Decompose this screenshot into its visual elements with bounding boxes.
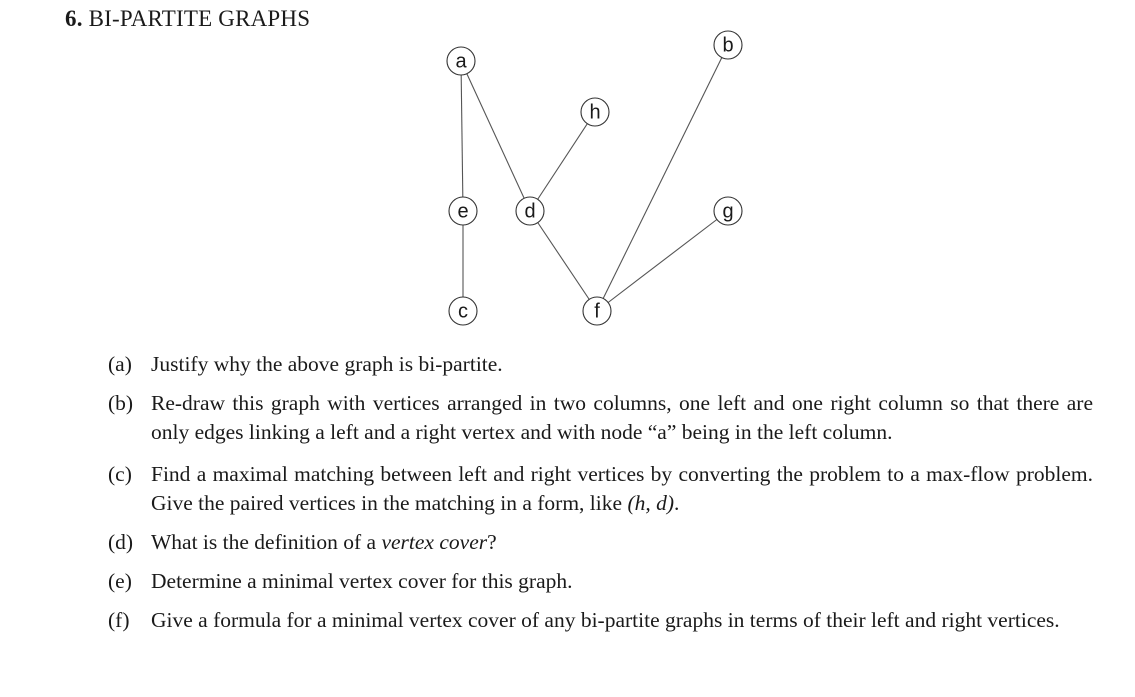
node-e xyxy=(449,197,477,225)
node-d xyxy=(516,197,544,225)
bipartite-graph-figure xyxy=(0,0,1135,340)
question-emphasis: vertex cover xyxy=(381,530,488,554)
node-label: f xyxy=(594,300,600,323)
node-label: d xyxy=(524,200,536,223)
edge-d-h xyxy=(530,112,595,211)
section-title: BI-PARTITE GRAPHS xyxy=(88,6,311,31)
node-label: c xyxy=(458,300,468,323)
question-label: (a) xyxy=(108,352,132,376)
node-label: b xyxy=(722,34,734,57)
node-a xyxy=(447,47,475,75)
question-e xyxy=(108,567,1093,596)
question-c xyxy=(108,460,1093,518)
question-label: (c) xyxy=(108,462,132,486)
question-text: Give a formula for a minimal vertex cover of any bi-partite graphs in terms of their left and right vertices. xyxy=(151,608,1060,632)
node-g xyxy=(714,197,742,225)
graph-nodes xyxy=(447,31,742,325)
question-label: (d) xyxy=(108,530,134,554)
question-label: (f) xyxy=(108,608,130,632)
edge-a-d xyxy=(461,61,530,211)
node-label: g xyxy=(722,200,734,223)
question-text: Determine a minimal vertex cover for this graph. xyxy=(151,569,573,593)
question-text: Justify why the above graph is bi-partite. xyxy=(151,352,503,376)
question-text-end: . xyxy=(674,491,680,515)
node-label: h xyxy=(589,101,601,124)
edge-a-e xyxy=(461,61,463,211)
question-d xyxy=(108,528,1093,557)
question-text: Find a maximal matching between left and right vertices by converting the problem to a max-flow problem. Give the paired vertices in the matching in a form, like xyxy=(151,462,1093,515)
node-h xyxy=(581,98,609,126)
section-number: 6. xyxy=(65,6,83,31)
question-text: Re-draw this graph with vertices arranged in two columns, one left and one right column so that there are only edges linking a left and a right vertex and with node “a” being in the left column. xyxy=(151,391,1093,444)
question-label: (b) xyxy=(108,391,134,415)
edge-f-g xyxy=(597,211,728,311)
edge-d-f xyxy=(530,211,597,311)
node-label: e xyxy=(457,200,469,223)
question-a xyxy=(108,350,1093,379)
question-text: What is the definition of a xyxy=(151,530,382,554)
question-list xyxy=(108,350,1093,645)
node-label: a xyxy=(455,50,467,73)
question-b xyxy=(108,389,1093,447)
node-b xyxy=(714,31,742,59)
question-text-end: ? xyxy=(487,530,497,554)
node-c xyxy=(449,297,477,325)
node-f xyxy=(583,297,611,325)
question-label: (e) xyxy=(108,569,132,593)
question-f xyxy=(108,606,1093,635)
edge-f-b xyxy=(597,45,728,311)
question-math: (h, d) xyxy=(627,491,675,515)
graph-edges xyxy=(461,45,728,311)
